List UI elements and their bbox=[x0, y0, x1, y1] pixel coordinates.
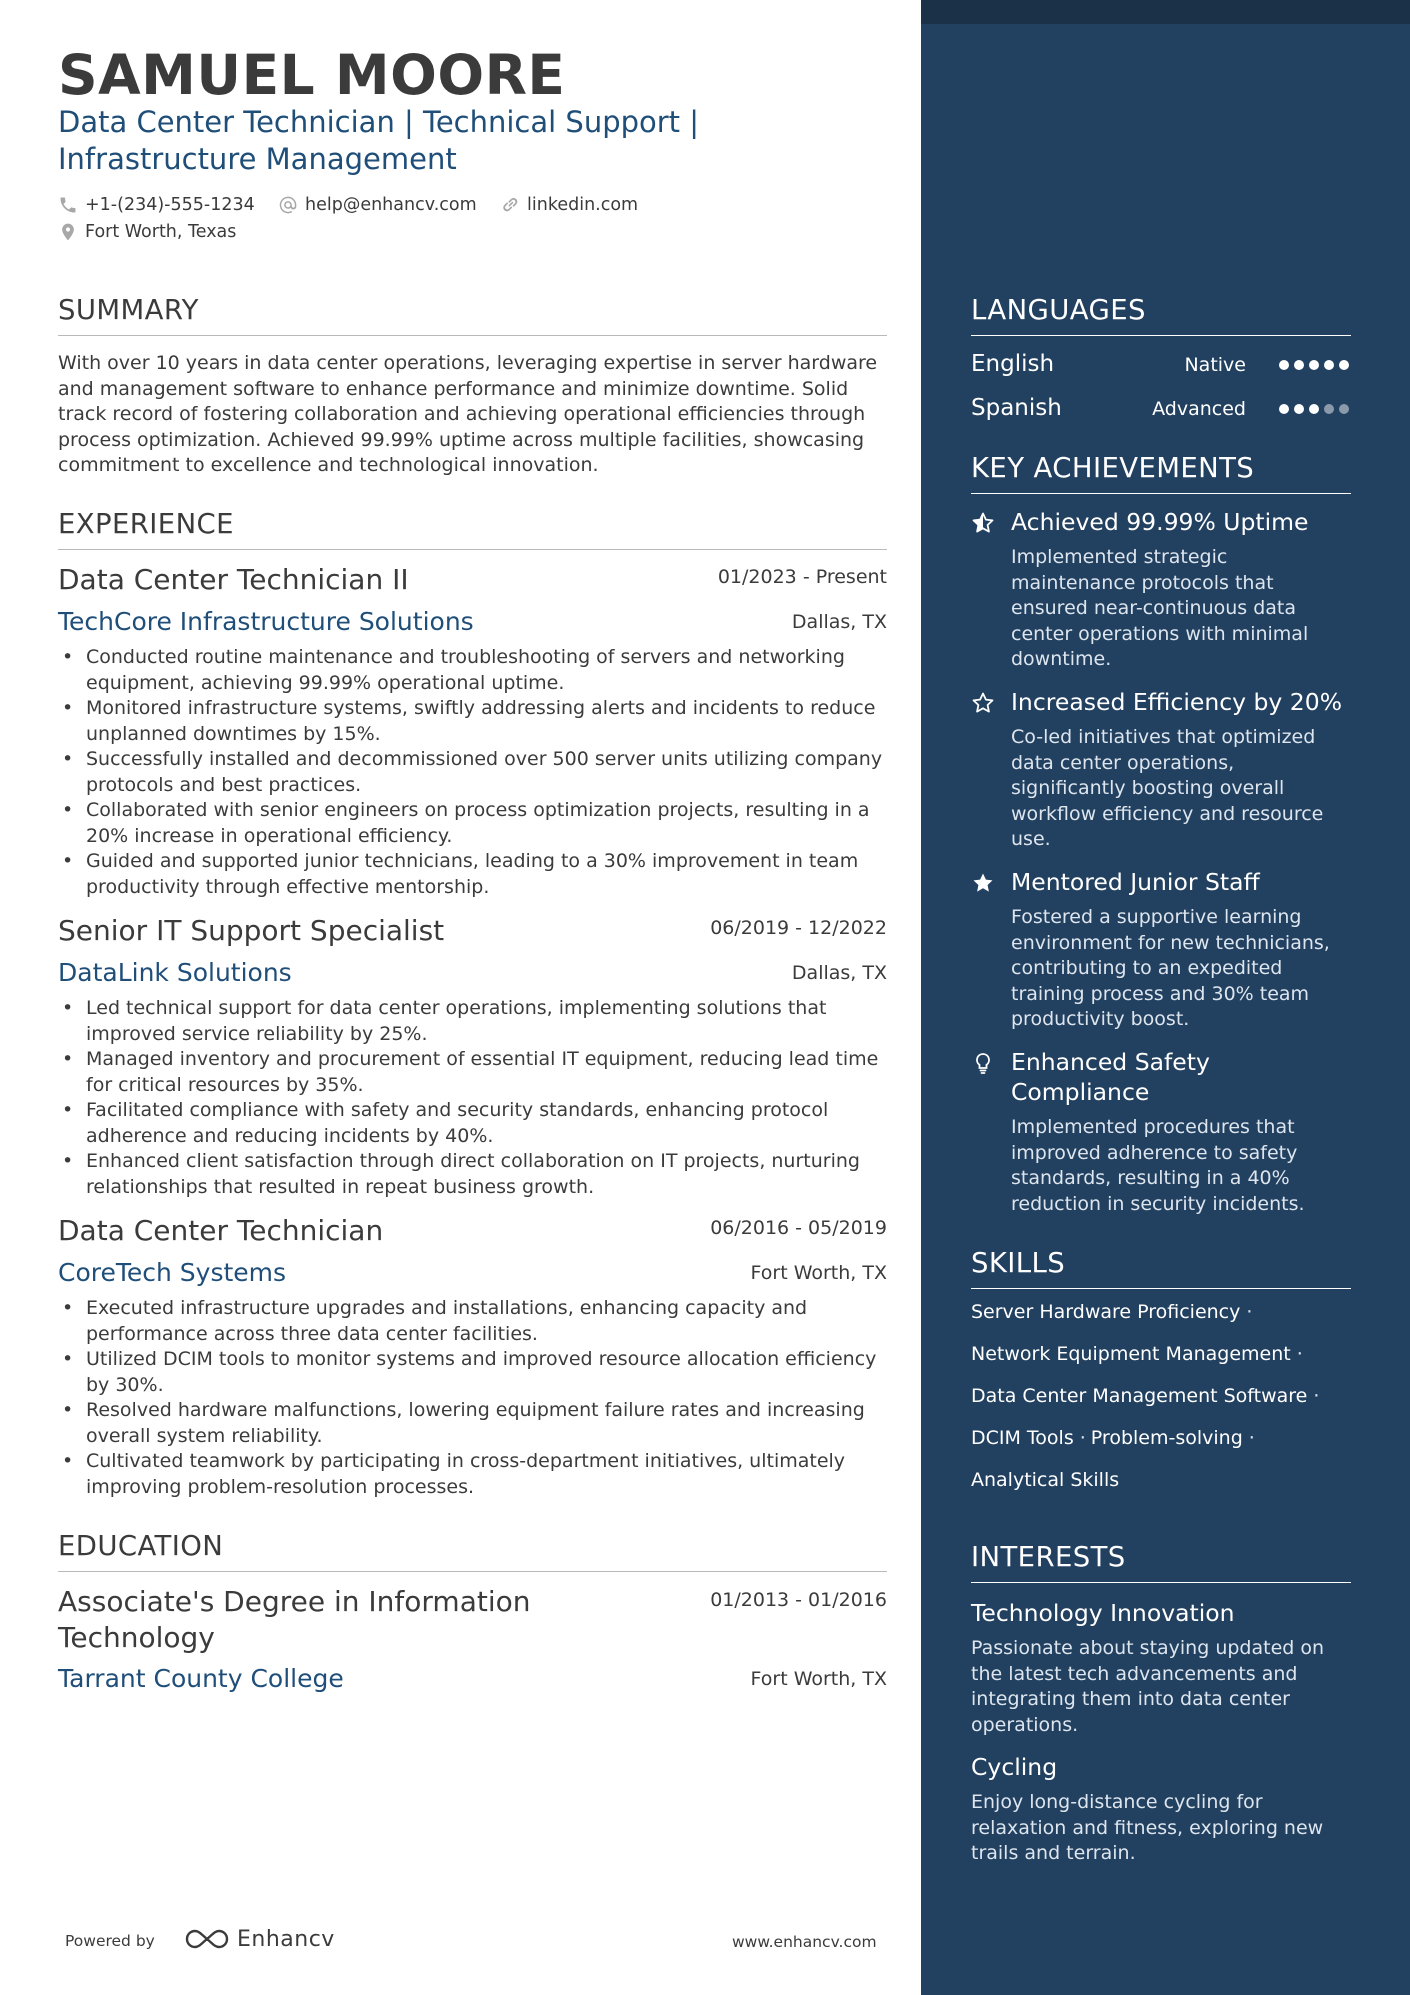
summary-text: With over 10 years in data center operations, leveraging expertise in server hardware and management software to enhance performance and minimize downtime. Solid track record of fostering collaboration and achieving operational efficiencies through process optimization. Achieved 99.99% uptime across multiple facilities, showcasing commitment to excellence and technological innovation. bbox=[58, 352, 878, 476]
job-dates: 01/2023 - Present bbox=[717, 566, 887, 588]
skill-separator: · bbox=[1246, 1301, 1253, 1323]
achievement-title: Achieved 99.99% Uptime bbox=[1011, 508, 1309, 536]
skill-line bbox=[971, 1299, 1257, 1325]
star-outline-icon bbox=[971, 691, 995, 715]
language-level: Native bbox=[1184, 354, 1246, 376]
job-dates: 06/2019 - 12/2022 bbox=[710, 917, 887, 939]
phone-icon bbox=[58, 195, 78, 215]
skill-separator: · bbox=[1313, 1385, 1320, 1407]
rating-dot bbox=[1339, 360, 1349, 370]
skills-heading: SKILLS bbox=[971, 1247, 1351, 1289]
contact-phone[interactable] bbox=[58, 195, 255, 215]
bullet-item: • Collaborated with senior engineers on process optimization projects, resulting in a 20% increase in operational efficiency. bbox=[58, 798, 887, 849]
achievement-desc: Fostered a supportive learning environment for new technicians, contributing to an expedited training process and 30% team productivity boost. bbox=[1011, 906, 1330, 1030]
job-title: Senior IT Support Specialist bbox=[58, 914, 445, 947]
skill-tag: Server Hardware Proficiency bbox=[971, 1301, 1241, 1323]
rating-dot bbox=[1294, 404, 1304, 414]
skill-line bbox=[971, 1467, 1119, 1493]
star-half-icon bbox=[971, 511, 995, 535]
sidebar bbox=[921, 0, 1410, 1995]
candidate-name: SAMUEL MOORE bbox=[58, 43, 566, 107]
interest-desc: Passionate about staying updated on the latest tech advancements and integrating them into data center operations. bbox=[971, 1637, 1325, 1736]
bullet-item: • Cultivated teamwork by participating in cross-department initiatives, ultimately improving problem-resolution processes. bbox=[58, 1449, 887, 1500]
bullet-item: • Enhanced client satisfaction through direct collaboration on IT projects, nurturing relationships that resulted in repeat business growth. bbox=[58, 1149, 887, 1200]
job-location: Dallas, TX bbox=[791, 611, 887, 633]
skill-line bbox=[971, 1425, 1260, 1451]
job-location: Dallas, TX bbox=[791, 962, 887, 984]
bullet-item: • Guided and supported junior technicians, leading to a 30% improvement in team productivity through effective mentorship. bbox=[58, 849, 887, 900]
company-name: DataLink Solutions bbox=[58, 958, 292, 987]
at-icon bbox=[278, 195, 298, 215]
bullet-item: • Resolved hardware malfunctions, lowering equipment failure rates and increasing overall system reliability. bbox=[58, 1398, 887, 1449]
powered-by-label: Powered by bbox=[65, 1932, 155, 1950]
rating-dot bbox=[1309, 404, 1319, 414]
language-row bbox=[971, 349, 1351, 381]
job-bullets bbox=[58, 996, 887, 1200]
main-column bbox=[58, 0, 887, 1995]
job-location: Fort Worth, TX bbox=[750, 1262, 887, 1284]
link-icon bbox=[500, 195, 520, 215]
sidebar-content bbox=[971, 0, 1351, 1995]
company-name: TechCore Infrastructure Solutions bbox=[58, 607, 474, 636]
achievement-title: Increased Efficiency by 20% bbox=[1011, 688, 1343, 716]
bullet-item: • Conducted routine maintenance and troubleshooting of servers and networking equipment, achieving 99.99% operational uptime. bbox=[58, 645, 887, 696]
achievement-desc: Implemented procedures that improved adherence to safety standards, resulting in a 40% reduction in security incidents. bbox=[1011, 1116, 1305, 1215]
rating-dot bbox=[1294, 360, 1304, 370]
bullet-item: • Successfully installed and decommissioned over 500 server units utilizing company protocols and best practices. bbox=[58, 747, 887, 798]
interest-title: Cycling bbox=[971, 1753, 1058, 1781]
languages-heading: LANGUAGES bbox=[971, 294, 1351, 336]
language-rating bbox=[1274, 360, 1349, 370]
location-text: Fort Worth, Texas bbox=[85, 222, 237, 242]
contact-email[interactable] bbox=[278, 195, 477, 215]
skill-separator: · bbox=[1248, 1427, 1255, 1449]
skill-line bbox=[971, 1383, 1324, 1409]
job-title: Data Center Technician bbox=[58, 1214, 384, 1247]
phone-text: +1-(234)-555-1234 bbox=[85, 195, 255, 215]
skill-tag: Data Center Management Software bbox=[971, 1385, 1308, 1407]
achievement-title: Mentored Junior Staff bbox=[1011, 868, 1260, 896]
language-name: English bbox=[971, 351, 1055, 377]
education-dates: 01/2013 - 01/2016 bbox=[710, 1589, 887, 1611]
bullet-item: • Monitored infrastructure systems, swiftly addressing alerts and incidents to reduce unplanned downtimes by 15%. bbox=[58, 696, 887, 747]
job-bullets bbox=[58, 645, 887, 900]
degree-title: Associate's Degree in Information Technology bbox=[58, 1585, 531, 1654]
rating-dot bbox=[1339, 404, 1349, 414]
language-rating bbox=[1274, 404, 1349, 414]
achievement-title: Enhanced Safety Compliance bbox=[1011, 1048, 1210, 1106]
rating-dot bbox=[1309, 360, 1319, 370]
bullet-item: • Led technical support for data center operations, implementing solutions that improved service reliability by 25%. bbox=[58, 996, 887, 1047]
enhancv-logo[interactable] bbox=[183, 1926, 335, 1952]
star-filled-icon bbox=[971, 871, 995, 895]
job-dates: 06/2016 - 05/2019 bbox=[710, 1217, 887, 1239]
school-location: Fort Worth, TX bbox=[750, 1668, 887, 1690]
achievement-desc: Implemented strategic maintenance protocols that ensured near-continuous data center operations with minimal downtime. bbox=[1011, 546, 1309, 670]
bullet-item: • Utilized DCIM tools to monitor systems and improved resource allocation efficiency by 30%. bbox=[58, 1347, 887, 1398]
interest-desc: Enjoy long-distance cycling for relaxation and fitness, exploring new trails and terrain. bbox=[971, 1791, 1324, 1864]
bullet-item: • Managed inventory and procurement of essential IT equipment, reducing lead time for critical resources by 35%. bbox=[58, 1047, 887, 1098]
enhancv-brand-text: Enhancv bbox=[237, 1926, 335, 1952]
summary-heading: SUMMARY bbox=[58, 294, 887, 336]
language-row bbox=[971, 393, 1351, 425]
company-name: CoreTech Systems bbox=[58, 1258, 287, 1287]
education-heading: EDUCATION bbox=[58, 1530, 887, 1572]
skill-tag: DCIM Tools bbox=[971, 1427, 1074, 1449]
lightbulb-icon bbox=[971, 1051, 995, 1075]
job-bullets bbox=[58, 1296, 887, 1500]
language-name: Spanish bbox=[971, 395, 1062, 421]
email-text: help@enhancv.com bbox=[305, 195, 477, 215]
skill-tag: Analytical Skills bbox=[971, 1469, 1120, 1491]
achievement-desc: Co-led initiatives that optimized data center operations, significantly boosting overall workflow efficiency and resource use. bbox=[1011, 726, 1324, 850]
bullet-item: • Facilitated compliance with safety and security standards, enhancing protocol adherence and reducing incidents by 40%. bbox=[58, 1098, 887, 1149]
map-pin-icon bbox=[58, 222, 78, 242]
skill-tag: Problem-solving bbox=[1090, 1427, 1243, 1449]
interests-heading: INTERESTS bbox=[971, 1541, 1351, 1583]
footer-url[interactable]: www.enhancv.com bbox=[732, 1933, 877, 1951]
rating-dot bbox=[1279, 360, 1289, 370]
rating-dot bbox=[1324, 404, 1334, 414]
interest-title: Technology Innovation bbox=[971, 1599, 1235, 1627]
achievements-heading: KEY ACHIEVEMENTS bbox=[971, 452, 1351, 494]
contact-location bbox=[58, 222, 236, 242]
job-title: Data Center Technician II bbox=[58, 563, 409, 596]
contact-linkedin[interactable] bbox=[500, 195, 638, 215]
skill-line bbox=[971, 1341, 1308, 1367]
candidate-headline: Data Center Technician | Technical Support | Infrastructure Management bbox=[58, 105, 700, 176]
skill-tag: Network Equipment Management bbox=[971, 1343, 1291, 1365]
rating-dot bbox=[1324, 360, 1334, 370]
skill-separator: · bbox=[1079, 1427, 1086, 1449]
linkedin-text: linkedin.com bbox=[527, 195, 639, 215]
language-level: Advanced bbox=[1152, 398, 1246, 420]
rating-dot bbox=[1279, 404, 1289, 414]
bullet-item: • Executed infrastructure upgrades and installations, enhancing capacity and performance across three data center facilities. bbox=[58, 1296, 887, 1347]
experience-heading: EXPERIENCE bbox=[58, 508, 887, 550]
enhancv-logo-icon bbox=[183, 1926, 231, 1952]
skill-separator: · bbox=[1296, 1343, 1303, 1365]
school-name: Tarrant County College bbox=[58, 1664, 344, 1693]
